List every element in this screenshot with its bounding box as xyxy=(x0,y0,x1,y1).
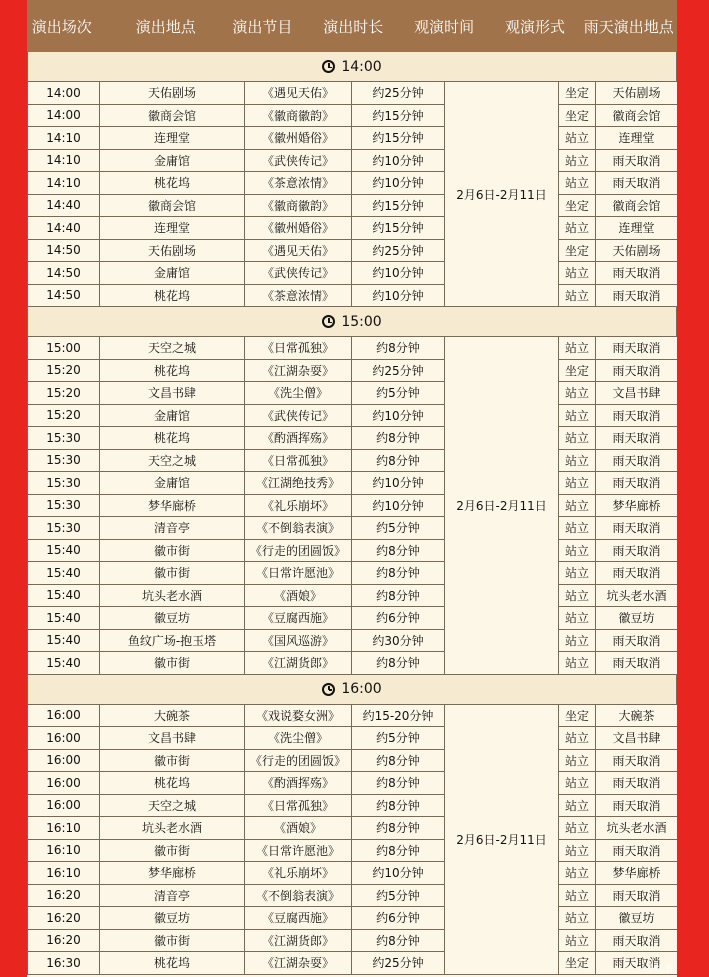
row-duration: 约8分钟 xyxy=(352,794,445,817)
table-row xyxy=(28,337,678,360)
row-rain-venue: 徽商会馆 xyxy=(596,104,678,127)
alarm-clock-icon xyxy=(322,315,335,328)
watermark: 小红书 xyxy=(645,965,673,975)
row-session-time: 15:30 xyxy=(28,427,100,450)
row-program: 《武侠传记》 xyxy=(245,262,352,285)
row-duration: 约10分钟 xyxy=(352,404,445,427)
row-venue: 桃花坞 xyxy=(100,952,245,975)
row-rain-venue: 雨天取消 xyxy=(596,149,678,172)
row-duration: 约15分钟 xyxy=(352,127,445,150)
row-program: 《江湖杂耍》 xyxy=(245,359,352,382)
row-viewing-mode: 站立 xyxy=(559,749,596,772)
row-duration: 约8分钟 xyxy=(352,539,445,562)
row-venue: 清音亭 xyxy=(100,884,245,907)
section-header xyxy=(27,52,677,81)
table-row xyxy=(28,704,678,727)
row-rain-venue: 雨天取消 xyxy=(596,517,678,540)
schedule-sheet xyxy=(27,0,677,977)
row-program: 《行走的团圆饭》 xyxy=(245,749,352,772)
row-viewing-mode: 站立 xyxy=(559,794,596,817)
show-dates: 2月6日-2月11日 xyxy=(445,82,559,307)
row-duration: 约25分钟 xyxy=(352,359,445,382)
row-viewing-mode: 坐定 xyxy=(559,359,596,382)
row-duration: 约5分钟 xyxy=(352,382,445,405)
table-row xyxy=(28,494,678,517)
row-viewing-mode: 坐定 xyxy=(559,82,596,105)
row-session-time: 15:20 xyxy=(28,404,100,427)
header-viewing-mode: 观演形式 xyxy=(504,17,565,36)
row-viewing-mode: 坐定 xyxy=(559,104,596,127)
row-session-time: 14:00 xyxy=(28,104,100,127)
row-rain-venue: 雨天取消 xyxy=(596,794,678,817)
row-duration: 约10分钟 xyxy=(352,472,445,495)
row-viewing-mode: 站立 xyxy=(559,472,596,495)
row-rain-venue: 雨天取消 xyxy=(596,262,678,285)
row-duration: 约8分钟 xyxy=(352,749,445,772)
row-rain-venue: 坑头老水酒 xyxy=(596,817,678,840)
row-viewing-mode: 坐定 xyxy=(559,704,596,727)
row-venue: 金庸馆 xyxy=(100,404,245,427)
row-session-time: 16:20 xyxy=(28,907,100,930)
table-row xyxy=(28,907,678,930)
row-session-time: 15:30 xyxy=(28,472,100,495)
row-venue: 徽市街 xyxy=(100,929,245,952)
table-row xyxy=(28,539,678,562)
row-session-time: 15:30 xyxy=(28,449,100,472)
row-viewing-mode: 站立 xyxy=(559,884,596,907)
row-duration: 约8分钟 xyxy=(352,449,445,472)
row-rain-venue: 雨天取消 xyxy=(596,449,678,472)
row-duration: 约5分钟 xyxy=(352,727,445,750)
table-row xyxy=(28,127,678,150)
section-time: 15:00 xyxy=(341,313,382,330)
row-session-time: 16:20 xyxy=(28,929,100,952)
row-venue: 梦华廊桥 xyxy=(100,862,245,885)
row-program: 《遇见天佑》 xyxy=(245,82,352,105)
row-session-time: 14:10 xyxy=(28,149,100,172)
table-row xyxy=(28,584,678,607)
row-session-time: 16:00 xyxy=(28,794,100,817)
row-program: 《徽州婚俗》 xyxy=(245,217,352,240)
row-viewing-mode: 站立 xyxy=(559,772,596,795)
table-row xyxy=(28,472,678,495)
row-program: 《江湖杂耍》 xyxy=(245,952,352,975)
row-session-time: 15:20 xyxy=(28,359,100,382)
table-row xyxy=(28,562,678,585)
table-row xyxy=(28,794,678,817)
table-row xyxy=(28,104,678,127)
row-viewing-mode: 站立 xyxy=(559,217,596,240)
row-session-time: 14:10 xyxy=(28,127,100,150)
row-program: 《徽商徽韵》 xyxy=(245,104,352,127)
section-time: 14:00 xyxy=(341,58,382,75)
alarm-clock-icon xyxy=(322,683,335,696)
row-rain-venue: 连理堂 xyxy=(596,127,678,150)
row-rain-venue: 天佑剧场 xyxy=(596,239,678,262)
row-session-time: 16:10 xyxy=(28,817,100,840)
row-venue: 徽市街 xyxy=(100,839,245,862)
row-rain-venue: 雨天取消 xyxy=(596,539,678,562)
table-row xyxy=(28,772,678,795)
row-session-time: 16:20 xyxy=(28,884,100,907)
row-rain-venue: 梦华廊桥 xyxy=(596,494,678,517)
row-duration: 约5分钟 xyxy=(352,517,445,540)
row-session-time: 15:40 xyxy=(28,584,100,607)
row-program: 《日常许愿池》 xyxy=(245,562,352,585)
row-rain-venue: 雨天取消 xyxy=(596,172,678,195)
table-row xyxy=(28,517,678,540)
table-row xyxy=(28,952,678,975)
show-dates: 2月6日-2月11日 xyxy=(445,704,559,974)
row-venue: 徽豆坊 xyxy=(100,907,245,930)
row-rain-venue: 雨天取消 xyxy=(596,337,678,360)
row-program: 《酒娘》 xyxy=(245,584,352,607)
row-venue: 桃花坞 xyxy=(100,772,245,795)
row-duration: 约8分钟 xyxy=(352,839,445,862)
table-header xyxy=(27,0,677,52)
row-program: 《徽商徽韵》 xyxy=(245,194,352,217)
row-viewing-mode: 站立 xyxy=(559,382,596,405)
row-session-time: 15:40 xyxy=(28,607,100,630)
row-duration: 约8分钟 xyxy=(352,929,445,952)
row-duration: 约25分钟 xyxy=(352,239,445,262)
row-program: 《徽州婚俗》 xyxy=(245,127,352,150)
row-venue: 文昌书肆 xyxy=(100,727,245,750)
table-row xyxy=(28,749,678,772)
row-venue: 徽商会馆 xyxy=(100,194,245,217)
row-viewing-mode: 站立 xyxy=(559,127,596,150)
row-program: 《日常孤独》 xyxy=(245,794,352,817)
row-venue: 徽市街 xyxy=(100,562,245,585)
row-venue: 桃花坞 xyxy=(100,427,245,450)
row-rain-venue: 雨天取消 xyxy=(596,284,678,307)
row-session-time: 16:00 xyxy=(28,704,100,727)
row-rain-venue: 坑头老水酒 xyxy=(596,584,678,607)
row-session-time: 14:40 xyxy=(28,194,100,217)
row-session-time: 14:50 xyxy=(28,239,100,262)
row-viewing-mode: 站立 xyxy=(559,517,596,540)
row-session-time: 15:00 xyxy=(28,337,100,360)
table-row xyxy=(28,929,678,952)
table-row xyxy=(28,262,678,285)
table-row xyxy=(28,839,678,862)
row-session-time: 16:00 xyxy=(28,772,100,795)
row-venue: 徽市街 xyxy=(100,652,245,675)
row-program: 《洗尘僧》 xyxy=(245,727,352,750)
row-venue: 连理堂 xyxy=(100,127,245,150)
row-viewing-mode: 坐定 xyxy=(559,239,596,262)
row-venue: 徽市街 xyxy=(100,539,245,562)
row-duration: 约10分钟 xyxy=(352,284,445,307)
row-session-time: 14:00 xyxy=(28,82,100,105)
row-duration: 约5分钟 xyxy=(352,884,445,907)
row-program: 《江湖货郎》 xyxy=(245,652,352,675)
schedule-table xyxy=(27,81,677,307)
row-viewing-mode: 站立 xyxy=(559,172,596,195)
section-header xyxy=(27,675,677,704)
row-viewing-mode: 坐定 xyxy=(559,194,596,217)
row-viewing-mode: 站立 xyxy=(559,539,596,562)
row-program: 《行走的团圆饭》 xyxy=(245,539,352,562)
row-rain-venue: 雨天取消 xyxy=(596,427,678,450)
row-viewing-mode: 站立 xyxy=(559,149,596,172)
row-duration: 约15-20分钟 xyxy=(352,704,445,727)
table-row xyxy=(28,217,678,240)
header-session: 演出场次 xyxy=(31,17,92,36)
table-row xyxy=(28,862,678,885)
row-venue: 大碗茶 xyxy=(100,704,245,727)
row-session-time: 14:50 xyxy=(28,262,100,285)
schedule-table xyxy=(27,704,677,975)
row-viewing-mode: 站立 xyxy=(559,907,596,930)
row-program: 《国风巡游》 xyxy=(245,629,352,652)
row-program: 《豆腐西施》 xyxy=(245,607,352,630)
alarm-clock-icon xyxy=(322,60,335,73)
row-duration: 约8分钟 xyxy=(352,772,445,795)
row-viewing-mode: 坐定 xyxy=(559,952,596,975)
row-duration: 约10分钟 xyxy=(352,494,445,517)
row-duration: 约15分钟 xyxy=(352,217,445,240)
row-rain-venue: 徽豆坊 xyxy=(596,607,678,630)
table-row xyxy=(28,652,678,675)
table-row xyxy=(28,239,678,262)
row-program: 《不倒翁表演》 xyxy=(245,517,352,540)
row-session-time: 16:00 xyxy=(28,749,100,772)
row-rain-venue: 雨天取消 xyxy=(596,472,678,495)
row-rain-venue: 大碗茶 xyxy=(596,704,678,727)
row-viewing-mode: 站立 xyxy=(559,652,596,675)
row-rain-venue: 徽豆坊 xyxy=(596,907,678,930)
row-viewing-mode: 站立 xyxy=(559,262,596,285)
row-venue: 梦华廊桥 xyxy=(100,494,245,517)
row-program: 《江湖货郎》 xyxy=(245,929,352,952)
row-venue: 徽商会馆 xyxy=(100,104,245,127)
table-row xyxy=(28,382,678,405)
row-duration: 约6分钟 xyxy=(352,607,445,630)
table-row xyxy=(28,427,678,450)
row-viewing-mode: 站立 xyxy=(559,629,596,652)
row-session-time: 14:50 xyxy=(28,284,100,307)
row-program: 《武侠传记》 xyxy=(245,404,352,427)
row-session-time: 15:40 xyxy=(28,562,100,585)
row-viewing-mode: 站立 xyxy=(559,817,596,840)
row-program: 《日常孤独》 xyxy=(245,337,352,360)
row-rain-venue: 雨天取消 xyxy=(596,652,678,675)
row-program: 《豆腐西施》 xyxy=(245,907,352,930)
section-header xyxy=(27,307,677,336)
row-program: 《礼乐崩坏》 xyxy=(245,494,352,517)
row-viewing-mode: 站立 xyxy=(559,584,596,607)
row-session-time: 15:40 xyxy=(28,539,100,562)
header-program: 演出节目 xyxy=(232,17,293,36)
table-row xyxy=(28,607,678,630)
row-duration: 约10分钟 xyxy=(352,149,445,172)
header-duration: 演出时长 xyxy=(323,17,384,36)
row-duration: 约8分钟 xyxy=(352,337,445,360)
row-rain-venue: 雨天取消 xyxy=(596,359,678,382)
table-row xyxy=(28,884,678,907)
row-rain-venue: 梦华廊桥 xyxy=(596,862,678,885)
row-venue: 桃花坞 xyxy=(100,284,245,307)
row-viewing-mode: 站立 xyxy=(559,494,596,517)
row-session-time: 16:00 xyxy=(28,727,100,750)
row-session-time: 15:30 xyxy=(28,517,100,540)
row-venue: 金庸馆 xyxy=(100,472,245,495)
row-session-time: 16:10 xyxy=(28,839,100,862)
header-venue: 演出地点 xyxy=(135,17,196,36)
row-rain-venue: 雨天取消 xyxy=(596,772,678,795)
row-viewing-mode: 站立 xyxy=(559,607,596,630)
row-session-time: 15:20 xyxy=(28,382,100,405)
row-program: 《茶意浓情》 xyxy=(245,172,352,195)
row-venue: 天佑剧场 xyxy=(100,82,245,105)
row-program: 《酌酒挥殇》 xyxy=(245,772,352,795)
row-venue: 连理堂 xyxy=(100,217,245,240)
row-rain-venue: 徽商会馆 xyxy=(596,194,678,217)
row-venue: 徽豆坊 xyxy=(100,607,245,630)
row-program: 《洗尘僧》 xyxy=(245,382,352,405)
row-rain-venue: 雨天取消 xyxy=(596,562,678,585)
row-venue: 鱼纹广场-抱玉塔 xyxy=(100,629,245,652)
row-viewing-mode: 站立 xyxy=(559,839,596,862)
row-program: 《遇见天佑》 xyxy=(245,239,352,262)
row-program: 《酌酒挥殇》 xyxy=(245,427,352,450)
table-row xyxy=(28,629,678,652)
row-rain-venue: 天佑剧场 xyxy=(596,82,678,105)
schedule-table xyxy=(27,336,677,675)
row-duration: 约10分钟 xyxy=(352,862,445,885)
row-duration: 约8分钟 xyxy=(352,817,445,840)
row-venue: 清音亭 xyxy=(100,517,245,540)
row-viewing-mode: 站立 xyxy=(559,727,596,750)
row-rain-venue: 雨天取消 xyxy=(596,749,678,772)
row-venue: 天空之城 xyxy=(100,337,245,360)
section-time: 16:00 xyxy=(341,681,382,697)
row-viewing-mode: 站立 xyxy=(559,562,596,585)
table-row xyxy=(28,284,678,307)
row-session-time: 15:30 xyxy=(28,494,100,517)
row-duration: 约25分钟 xyxy=(352,82,445,105)
table-row xyxy=(28,727,678,750)
row-rain-venue: 雨天取消 xyxy=(596,629,678,652)
row-venue: 天佑剧场 xyxy=(100,239,245,262)
row-duration: 约30分钟 xyxy=(352,629,445,652)
row-rain-venue: 雨天取消 xyxy=(596,884,678,907)
row-viewing-mode: 站立 xyxy=(559,404,596,427)
row-viewing-mode: 站立 xyxy=(559,284,596,307)
table-row xyxy=(28,172,678,195)
schedule-sections xyxy=(27,52,677,975)
row-venue: 金庸馆 xyxy=(100,262,245,285)
row-venue: 桃花坞 xyxy=(100,172,245,195)
row-venue: 桃花坞 xyxy=(100,359,245,382)
row-program: 《武侠传记》 xyxy=(245,149,352,172)
row-duration: 约25分钟 xyxy=(352,952,445,975)
table-row xyxy=(28,404,678,427)
row-session-time: 14:40 xyxy=(28,217,100,240)
row-venue: 天空之城 xyxy=(100,449,245,472)
table-row xyxy=(28,82,678,105)
header-rain-venue: 雨天演出地点 xyxy=(583,17,674,36)
row-viewing-mode: 站立 xyxy=(559,929,596,952)
table-row xyxy=(28,449,678,472)
row-session-time: 15:40 xyxy=(28,652,100,675)
table-row xyxy=(28,817,678,840)
row-duration: 约8分钟 xyxy=(352,652,445,675)
row-venue: 坑头老水酒 xyxy=(100,584,245,607)
row-duration: 约8分钟 xyxy=(352,562,445,585)
row-rain-venue: 文昌书肆 xyxy=(596,727,678,750)
row-venue: 坑头老水酒 xyxy=(100,817,245,840)
row-program: 《江湖绝技秀》 xyxy=(245,472,352,495)
row-program: 《酒娘》 xyxy=(245,817,352,840)
row-rain-venue: 连理堂 xyxy=(596,217,678,240)
row-rain-venue: 文昌书肆 xyxy=(596,382,678,405)
row-program: 《不倒翁表演》 xyxy=(245,884,352,907)
show-dates: 2月6日-2月11日 xyxy=(445,337,559,675)
row-session-time: 16:10 xyxy=(28,862,100,885)
row-duration: 约10分钟 xyxy=(352,172,445,195)
row-session-time: 16:30 xyxy=(28,952,100,975)
row-duration: 约10分钟 xyxy=(352,262,445,285)
row-viewing-mode: 站立 xyxy=(559,337,596,360)
row-program: 《戏说婺女洲》 xyxy=(245,704,352,727)
row-viewing-mode: 站立 xyxy=(559,862,596,885)
row-duration: 约15分钟 xyxy=(352,194,445,217)
row-rain-venue: 雨天取消 xyxy=(596,952,678,975)
table-row xyxy=(28,149,678,172)
row-program: 《茶意浓情》 xyxy=(245,284,352,307)
row-program: 《礼乐崩坏》 xyxy=(245,862,352,885)
row-rain-venue: 雨天取消 xyxy=(596,929,678,952)
table-row xyxy=(28,359,678,382)
row-venue: 徽市街 xyxy=(100,749,245,772)
row-duration: 约15分钟 xyxy=(352,104,445,127)
table-row xyxy=(28,194,678,217)
row-program: 《日常孤独》 xyxy=(245,449,352,472)
row-session-time: 15:40 xyxy=(28,629,100,652)
row-duration: 约6分钟 xyxy=(352,907,445,930)
row-rain-venue: 雨天取消 xyxy=(596,839,678,862)
header-show-dates: 观演时间 xyxy=(414,17,475,36)
row-duration: 约8分钟 xyxy=(352,584,445,607)
row-viewing-mode: 站立 xyxy=(559,427,596,450)
row-viewing-mode: 站立 xyxy=(559,449,596,472)
row-venue: 文昌书肆 xyxy=(100,382,245,405)
row-venue: 天空之城 xyxy=(100,794,245,817)
row-duration: 约8分钟 xyxy=(352,427,445,450)
row-session-time: 14:10 xyxy=(28,172,100,195)
row-program: 《日常许愿池》 xyxy=(245,839,352,862)
row-rain-venue: 雨天取消 xyxy=(596,404,678,427)
row-venue: 金庸馆 xyxy=(100,149,245,172)
